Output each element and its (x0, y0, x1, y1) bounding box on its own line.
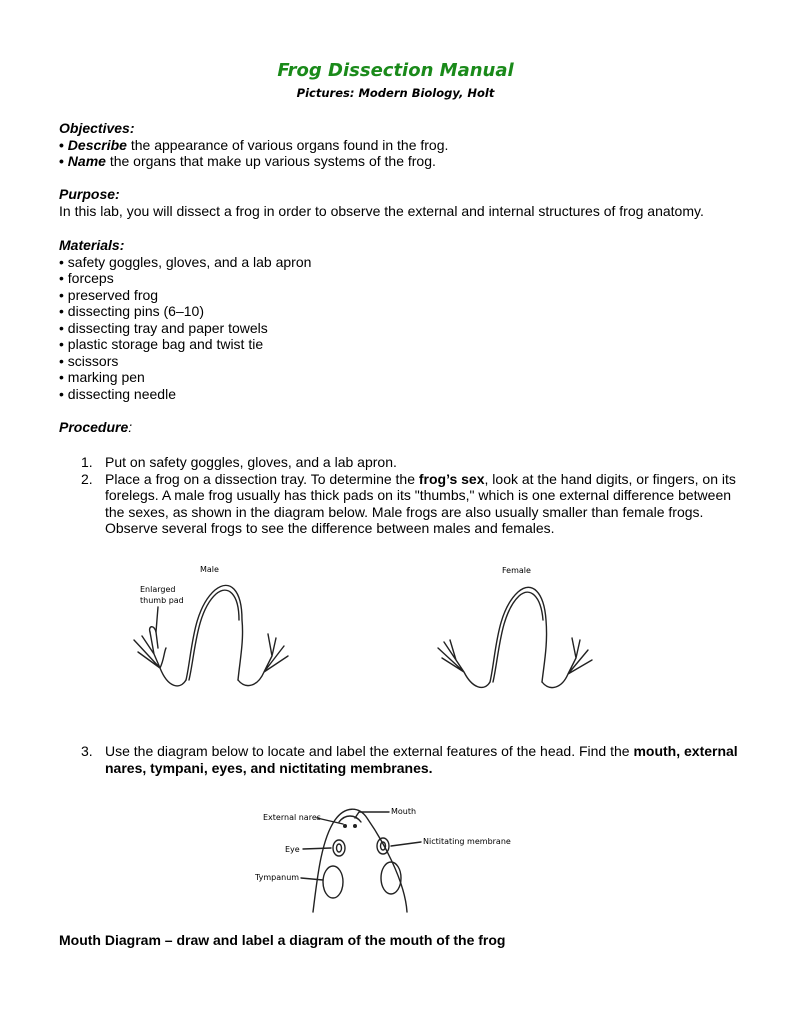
female-label: Female (502, 566, 531, 575)
callout-line (156, 607, 158, 632)
frog-sex-diagram (120, 560, 620, 720)
tympanum-label: Tympanum (255, 873, 300, 882)
list-item: • marking pen (59, 369, 145, 385)
eye-label: Eye (285, 845, 300, 854)
purpose-heading: Purpose: (59, 186, 120, 202)
document-subtitle: Pictures: Modern Biology, Holt (296, 86, 495, 100)
mouth-diagram-instruction: Mouth Diagram – draw and label a diagram of the mouth of the frog (59, 932, 506, 948)
objectives-section (59, 120, 448, 170)
purpose-section (59, 186, 704, 219)
objective-item: • Name the organs that make up various systems of the frog. (59, 153, 436, 169)
list-item: • dissecting tray and paper towels (59, 319, 268, 336)
list-item: • safety goggles, gloves, and a lab apron (59, 253, 312, 270)
procedure-heading: Procedure: (59, 419, 133, 435)
objective-item: • Describe the appearance of various organs found in the frog. (59, 136, 449, 153)
list-item: • dissecting pins (6–10) (59, 303, 204, 319)
procedure-steps (59, 743, 739, 776)
list-item: • scissors (59, 352, 119, 369)
frog-head-illustration (313, 809, 407, 912)
objectives-heading: Objectives: (59, 120, 135, 136)
list-item: • plastic storage bag and twist tie (59, 336, 264, 352)
procedure-step: 2. Place a frog on a dissection tray. To determine the frog’s sex, look at the hand digits, or fingers, on its forelegs. A male frog usually has thick pads on its "thumbs," which is one external difference between the sexes, as shown in the diagram below. Male frogs are also usually smaller than female frogs. Observe several frogs to see the difference between males and females. (81, 470, 736, 536)
purpose-text: In this lab, you will dissect a frog in order to observe the external and internal structures of frog anatomy. (59, 202, 704, 219)
female-frog-illustration (438, 587, 592, 687)
nictitating-label: Nictitating membrane (423, 837, 511, 846)
list-item: • preserved frog (59, 286, 159, 303)
mouth-label: Mouth (391, 807, 417, 816)
objective-keyword: Describe (67, 136, 127, 153)
procedure-step: 3. Use the diagram below to locate and label the external features of the head. Find the mouth, external nares, tympani, eyes, and nictitating membranes. (81, 743, 738, 776)
callout-label: thumb pad (140, 596, 184, 605)
frog-head-diagram (255, 800, 525, 920)
male-label: Male (200, 565, 219, 574)
materials-list (59, 254, 311, 403)
materials-heading: Materials: (59, 237, 125, 253)
procedure-step: 1. Put on safety goggles, gloves, and a lab apron. (81, 454, 397, 470)
list-item: • forceps (59, 270, 114, 286)
callout-label: Enlarged (140, 585, 176, 594)
list-item: • dissecting needle (59, 385, 176, 402)
procedure-steps (59, 454, 739, 537)
objective-keyword: Name (67, 153, 106, 169)
materials-section (59, 237, 311, 402)
document-title: Frog Dissection Manual (277, 60, 514, 81)
external-nares-label: External nares (263, 813, 321, 822)
